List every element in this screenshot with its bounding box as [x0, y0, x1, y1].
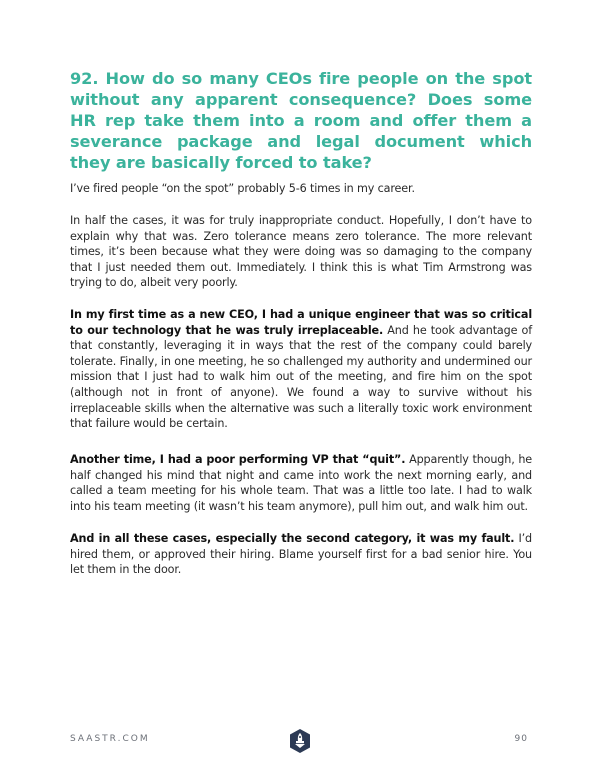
paragraph-1	[70, 181, 532, 197]
page-number: 90	[514, 734, 528, 744]
paragraph-4	[70, 452, 532, 514]
footer-site-link[interactable]: SAASTR.COM	[70, 734, 150, 744]
saastr-rocket-hexagon-icon	[289, 729, 311, 753]
page-footer	[0, 726, 600, 756]
paragraph-3-text: And he took advantage of that constantly, leveraging it in ways that the rest of the company could barely tolerate. Finally, in one meeting, he so challenged my authority and undermined our mission that I just had to walk him out of the meeting, and fire him on the spot (although not in front of anyone). We found a way to survive without his irreplaceable skills when the alternative was such a literally toxic work environment that failure would be certain.	[70, 323, 532, 431]
paragraph-3-bold: In my first time as a new CEO, I had a unique engineer that was so critical to our technology that he was truly irreplaceable.	[70, 308, 532, 337]
paragraph-5	[70, 531, 532, 578]
paragraph-5-text: I’d hired them, or approved their hiring. Blame yourself first for a bad senior hire. You let them in the door.	[70, 532, 532, 577]
paragraph-1-text: I’ve fired people “on the spot” probably 5-6 times in my career.	[70, 182, 415, 195]
paragraph-2	[70, 213, 532, 291]
paragraph-3	[70, 307, 532, 432]
paragraph-2-text: In half the cases, it was for truly inappropriate conduct. Hopefully, I don’t have to explain why that was. Zero tolerance means zero tolerance. The more relevant times, it’s been because what they were doing was so damaging to the company that I just needed them out. Immediately. I think this is what Tim Armstrong was trying to do, albeit very poorly.	[70, 214, 532, 290]
question-title: 92. How do so many CEOs fire people on the spot without any apparent consequence? Does some HR rep take them into a room and offer them a severance package and legal document which they are basically forced to take?	[70, 69, 532, 172]
paragraph-4-text: Apparently though, he half changed his mind that night and came into work the next morning early, and called a team meeting for his whole team. That was a little too late. I had to walk into his team meeting (it wasn’t his team anymore), pull him out, and walk him out.	[70, 453, 532, 513]
paragraph-4-bold: Another time, I had a poor performing VP that “quit”.	[70, 453, 406, 466]
paragraph-5-bold: And in all these cases, especially the second category, it was my fault.	[70, 532, 515, 545]
